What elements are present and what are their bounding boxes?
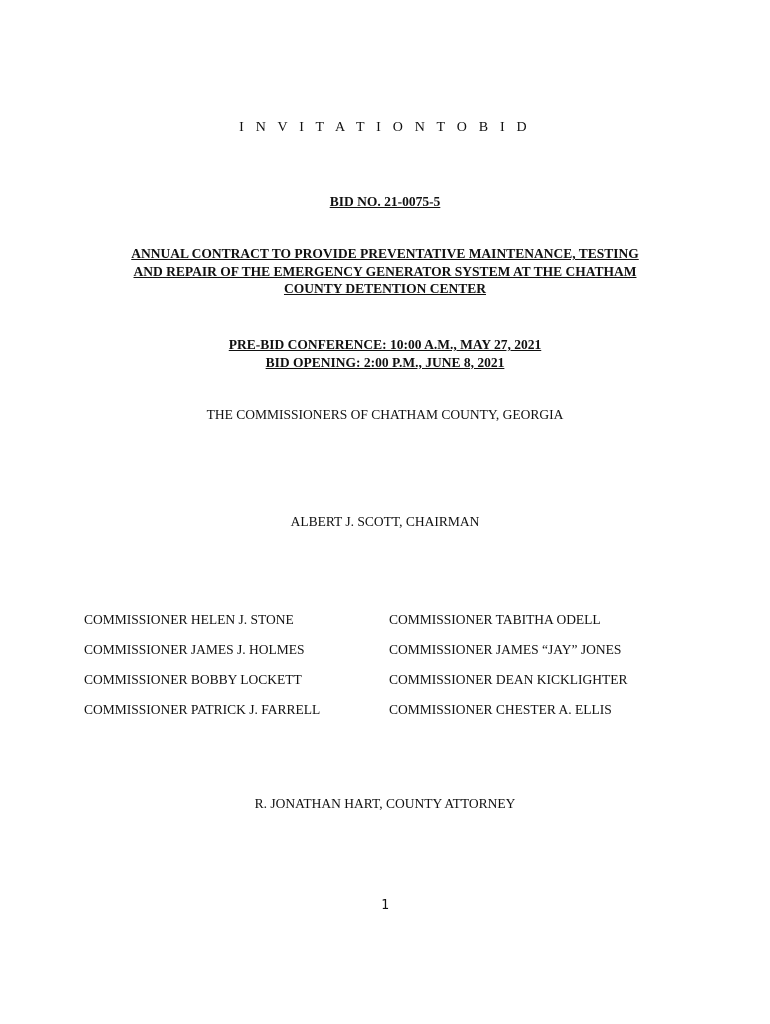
commissioner-right-2: COMMISSIONER JAMES “JAY” JONES [389, 642, 622, 657]
commissioner-left-1: COMMISSIONER HELEN J. STONE [84, 612, 294, 627]
description-line-2: AND REPAIR OF THE EMERGENCY GENERATOR SYSTEM AT THE CHATHAM [133, 263, 637, 279]
bid-opening: BID OPENING: 2:00 P.M., JUNE 8, 2021 [265, 354, 505, 370]
page-number: 1 [381, 898, 389, 913]
document-title: I N V I T A T I O N T O B I D [239, 120, 531, 135]
contract-description [0, 245, 770, 298]
commissioner-right-3: COMMISSIONER DEAN KICKLIGHTER [389, 672, 628, 687]
description-line-1: ANNUAL CONTRACT TO PROVIDE PREVENTATIVE MAINTENANCE, TESTING [131, 246, 639, 261]
commissioner-left-4: COMMISSIONER PATRICK J. FARRELL [84, 702, 321, 717]
commissioners-heading: THE COMMISSIONERS OF CHATHAM COUNTY, GEORGIA [206, 407, 564, 422]
county-attorney: R. JONATHAN HART, COUNTY ATTORNEY [254, 796, 516, 811]
bid-number: BID NO. 21-0075-5 [329, 194, 441, 209]
pre-bid-conference: PRE-BID CONFERENCE: 10:00 A.M., MAY 27, 2021 [228, 337, 542, 352]
chairman: ALBERT J. SCOTT, CHAIRMAN [290, 514, 480, 529]
commissioner-right-4: COMMISSIONER CHESTER A. ELLIS [389, 702, 612, 717]
commissioner-left-3: COMMISSIONER BOBBY LOCKETT [84, 672, 302, 687]
commissioner-left-2: COMMISSIONER JAMES J. HOLMES [84, 642, 305, 657]
key-dates [0, 336, 770, 371]
commissioner-right-1: COMMISSIONER TABITHA ODELL [389, 612, 601, 627]
description-line-3: COUNTY DETENTION CENTER [283, 281, 487, 296]
bid-number-block [0, 193, 770, 211]
